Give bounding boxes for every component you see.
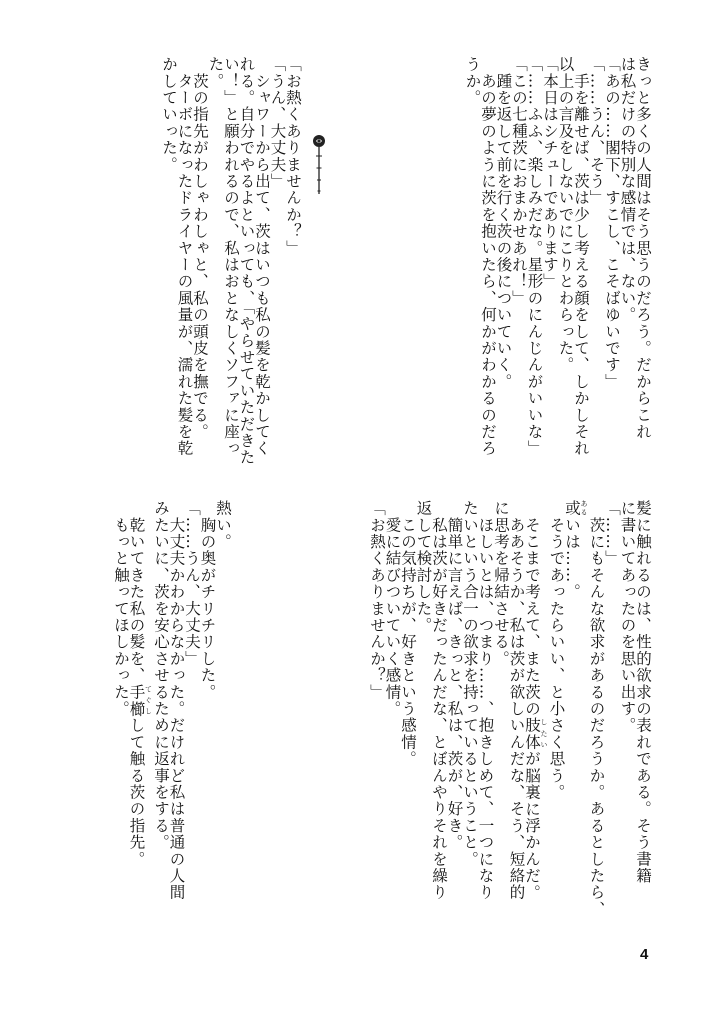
ruby-annotation: 肢体 したい (523, 717, 548, 751)
text-line: 以上の言及をしないでにこりとわらった。 (556, 56, 575, 374)
text-line: 「……うん、大丈夫」 (183, 500, 201, 667)
text-line: そうであったらいい、と小さく思う。 (547, 500, 566, 801)
column-top-left (80, 56, 300, 476)
text-line: 熱い。 (214, 500, 232, 551)
text-line: きっと多くの人間はそう思うのだろう。だからこれ (634, 56, 652, 441)
text-line: ほしいとは、つまり……、抱きしめて、一つになり (476, 500, 495, 901)
text-line: 簡単に言えば、きっと、私は、茨が、好き。 (445, 500, 464, 851)
text-line: あの夢のように茨を抱いたら、何かがわかるのだろ (479, 56, 497, 457)
text-line: 茨の指先がわしゃわしゃと、私の頭皮を撫でる。 (191, 56, 209, 441)
text-line: い！」と願われるので、私はおとなしくソファに座っ (222, 56, 240, 457)
text-line: れる。自分でやるよといっても、「やらせていただきた (237, 56, 256, 466)
text-line: 返して検討した。 (414, 500, 433, 634)
text-line: 愛に結びついていく感情。 (383, 500, 402, 718)
text-line: 「お熱くありませんか？」 (284, 56, 302, 257)
text-line: に思考を帰結させる。 (492, 500, 510, 667)
text-line: 胸の奥がチリチリした。 (198, 500, 217, 701)
text-line: うか。 (463, 56, 482, 107)
text-line: 「あの……閣下、すこし、こそばゆいです」 (603, 56, 621, 390)
ruby-annotation: 手櫛 てぐし (127, 683, 153, 718)
text-line: ああそうか、私は茨が欲しいんだな、そう、短絡的 (507, 500, 526, 901)
text-line: 「本日はシチューであります」 (541, 56, 559, 290)
rose-ornament-icon (312, 134, 326, 196)
text-line: 「……ふふ、楽しみだな。星形のにんじんがいいな」 (525, 56, 544, 457)
text-line: シャワーから出て、茨はいつも私の髪を乾かしてく (253, 56, 271, 457)
column-bottom-left (80, 500, 230, 932)
text-line: そこまで考えて、また茨の肢体 したいが脳裏に浮かんだ。 (523, 500, 548, 901)
ruby-annotation: 或 ある (563, 500, 588, 517)
text-line: 乾いてきた私の髪を、手櫛 てぐしして触る茨の指先。 (127, 500, 153, 868)
text-line: この気持ちが、好きという感情。 (399, 500, 417, 768)
text-line: 私は茨が好きだったんだな、とぼんやりそれを繰り (430, 500, 448, 901)
text-line: に書いてあったのを思い出す。 (618, 500, 637, 734)
text-line: 或 あるいは……。 (563, 500, 588, 601)
text-line: た。 (206, 56, 225, 90)
text-line: 「お熱くありませんか？」 (368, 500, 386, 701)
text-line: 「この七種茨におまかせあれ！」 (510, 56, 528, 307)
text-line: 髪に触れるのは、性的欲求の表れである。そう書籍 (634, 500, 652, 885)
text-line: みたいに、茨を安心させるために返事をする。 (152, 500, 170, 851)
text-line: 手を離せば、茨は少し考える顔をして、しかしそれ (572, 56, 590, 457)
text-line: 「……」 (603, 500, 621, 567)
column-top-right (364, 56, 650, 476)
text-line: 「うん、大丈夫」 (268, 56, 287, 190)
text-line: 茨にもそんな欲求があるのだろうか。あるとしたら、 (587, 500, 606, 918)
text-line: は私だけの特別な感情では、ない。 (618, 56, 637, 324)
text-line: 踵を返して前を行く茨の後についていく。 (494, 56, 513, 390)
page-number: 4 (640, 946, 649, 963)
text-line: もっと触ってほしかった。 (112, 500, 130, 718)
text-line: ターボになったドライヤーの風量が、濡れた髪を乾 (175, 56, 194, 457)
column-bottom-right (232, 500, 650, 932)
text-line: たいという合一の欲求を持っているということ。 (461, 500, 479, 868)
text-line: 大丈夫かわからなかった。だけれど私は普通の人間 (167, 500, 186, 901)
text-line: かしていった。 (160, 56, 178, 173)
text-line: 「……うん、そう」 (587, 56, 606, 207)
